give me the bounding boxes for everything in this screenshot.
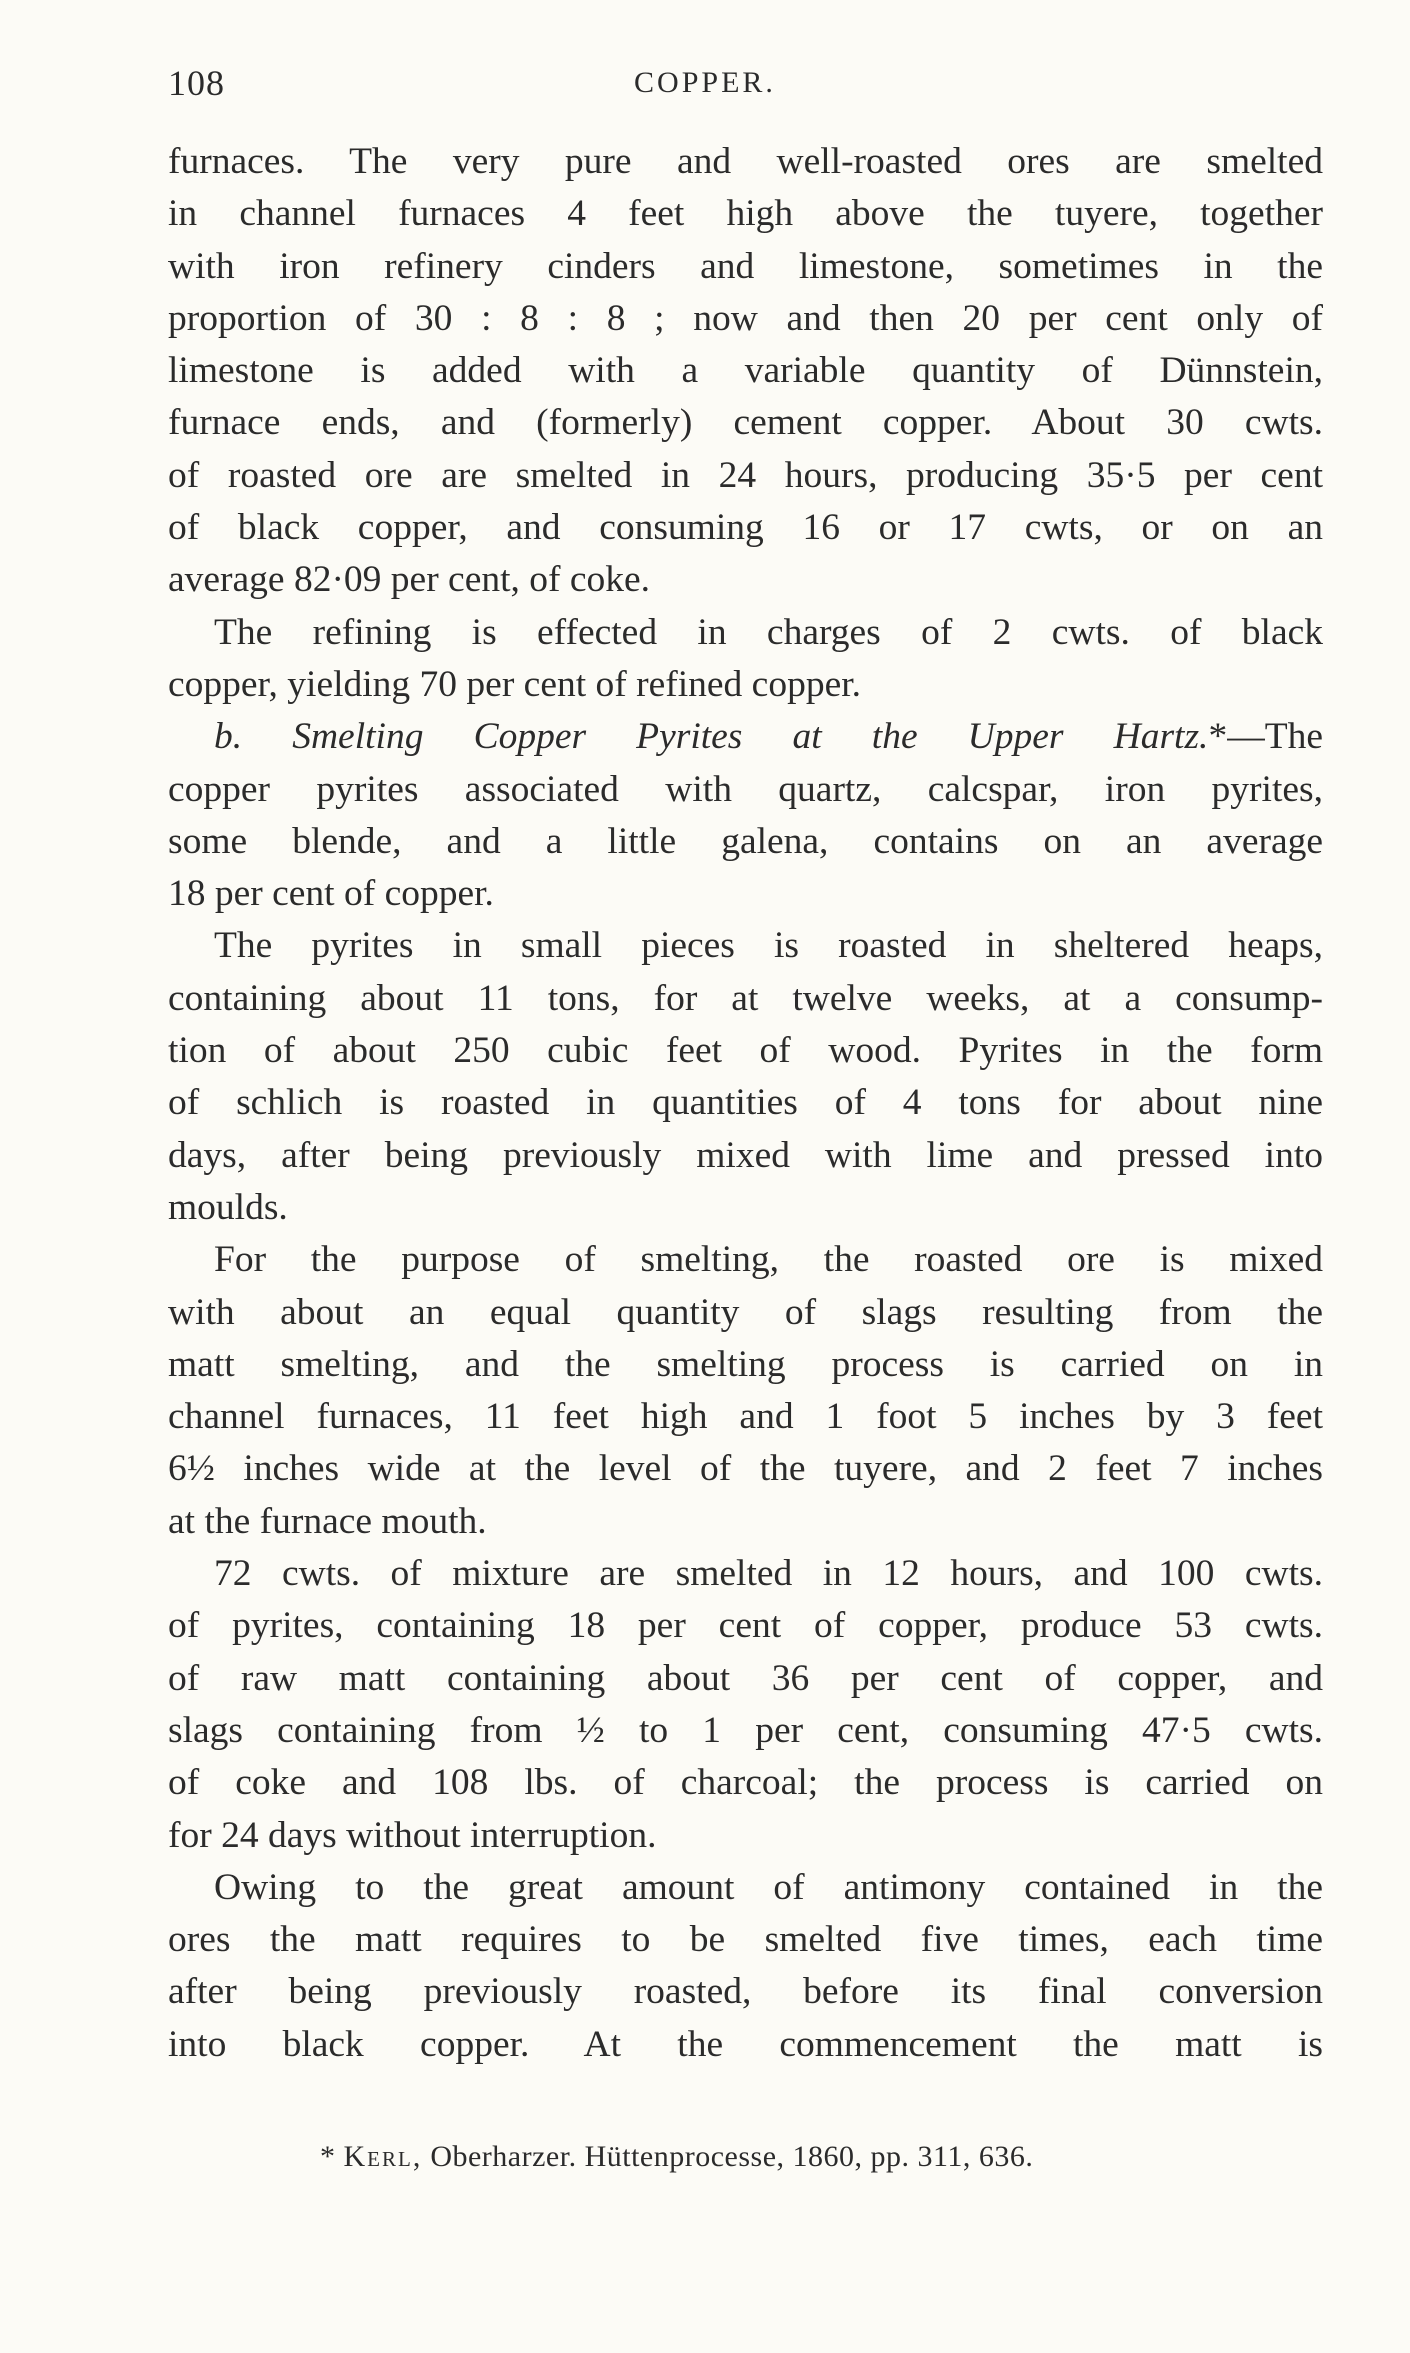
text-line: channel furnaces, 11 feet high and 1 foot 5 inches by 3 feet xyxy=(168,1396,1323,1438)
text-line: For the purpose of smelting, the roasted ore is mixed xyxy=(214,1239,1323,1281)
text-line: some blende, and a little galena, contains on an average xyxy=(168,820,1323,862)
footnote-text: Oberharzer. Hüttenprocesse, 1860, pp. 311, 636. xyxy=(430,2140,1034,2173)
text-line: proportion of 30 : 8 : 8 ; now and then 20 per cent only of xyxy=(168,297,1323,339)
text-line: 18 per cent of copper. xyxy=(168,873,494,915)
footnote xyxy=(320,2140,1033,2174)
text-line: of roasted ore are smelted in 24 hours, producing 35·5 per cent xyxy=(168,454,1323,496)
text-line: days, after being previously mixed with lime and pressed into xyxy=(168,1134,1323,1176)
text-line: in channel furnaces 4 feet high above the tuyere, together xyxy=(168,193,1323,235)
text-line: The pyrites in small pieces is roasted in sheltered heaps, xyxy=(214,925,1323,967)
text-line: matt smelting, and the smelting process is carried on in xyxy=(168,1343,1323,1385)
page-number: 108 xyxy=(168,63,225,103)
footnote-marker: * xyxy=(320,2140,336,2173)
text-line: for 24 days without interruption. xyxy=(168,1814,657,1856)
text-line xyxy=(168,711,1323,763)
text-line: after being previously roasted, before its final conversion xyxy=(168,1971,1323,2013)
text-line: copper, yielding 70 per cent of refined copper. xyxy=(168,663,862,705)
running-head: COPPER. xyxy=(634,66,776,99)
text-line: The refining is effected in charges of 2 cwts. of black xyxy=(214,611,1323,653)
text-line: limestone is added with a variable quantity of Dünnstein, xyxy=(168,350,1323,392)
text-line: average 82·09 per cent, of coke. xyxy=(168,559,651,601)
text-line: ores the matt requires to be smelted five times, each time xyxy=(168,1919,1323,1961)
text-line: at the furnace mouth. xyxy=(168,1500,487,1542)
text-line: of pyrites, containing 18 per cent of copper, produce 53 cwts. xyxy=(168,1605,1323,1647)
text-line: slags containing from ½ to 1 per cent, consuming 47·5 cwts. xyxy=(168,1709,1323,1751)
section-heading-rest: *—The xyxy=(1208,716,1323,758)
section-heading: b. Smelting Copper Pyrites at the Upper Hartz. xyxy=(214,716,1209,758)
text-line: with iron refinery cinders and limestone, sometimes in the xyxy=(168,245,1323,287)
footnote-author: Kerl, xyxy=(343,2140,423,2173)
text-line: of raw matt containing about 36 per cent of copper, and xyxy=(168,1657,1323,1699)
text-line: copper pyrites associated with quartz, calcspar, iron pyrites, xyxy=(168,768,1323,810)
text-line: of schlich is roasted in quantities of 4 tons for about nine xyxy=(168,1082,1323,1124)
text-line: furnaces. The very pure and well-roasted ores are smelted xyxy=(168,141,1323,182)
text-line: into black copper. At the commencement the matt is xyxy=(168,2023,1323,2065)
text-line: Owing to the great amount of antimony contained in the xyxy=(214,1866,1323,1908)
text-line: with about an equal quantity of slags resulting from the xyxy=(168,1291,1323,1333)
text-line: tion of about 250 cubic feet of wood. Pyrites in the form xyxy=(168,1030,1323,1072)
text-line: 6½ inches wide at the level of the tuyere, and 2 feet 7 inches xyxy=(168,1448,1323,1490)
text-line: furnace ends, and (formerly) cement copper. About 30 cwts. xyxy=(168,402,1323,444)
text-line: of black copper, and consuming 16 or 17 cwts, or on an xyxy=(168,507,1323,549)
body-text xyxy=(168,136,1323,2071)
text-line: 72 cwts. of mixture are smelted in 12 hours, and 100 cwts. xyxy=(214,1553,1323,1595)
text-line: moulds. xyxy=(168,1186,288,1228)
text-line: of coke and 108 lbs. of charcoal; the process is carried on xyxy=(168,1762,1323,1804)
text-line: containing about 11 tons, for at twelve weeks, at a consump- xyxy=(168,977,1323,1019)
